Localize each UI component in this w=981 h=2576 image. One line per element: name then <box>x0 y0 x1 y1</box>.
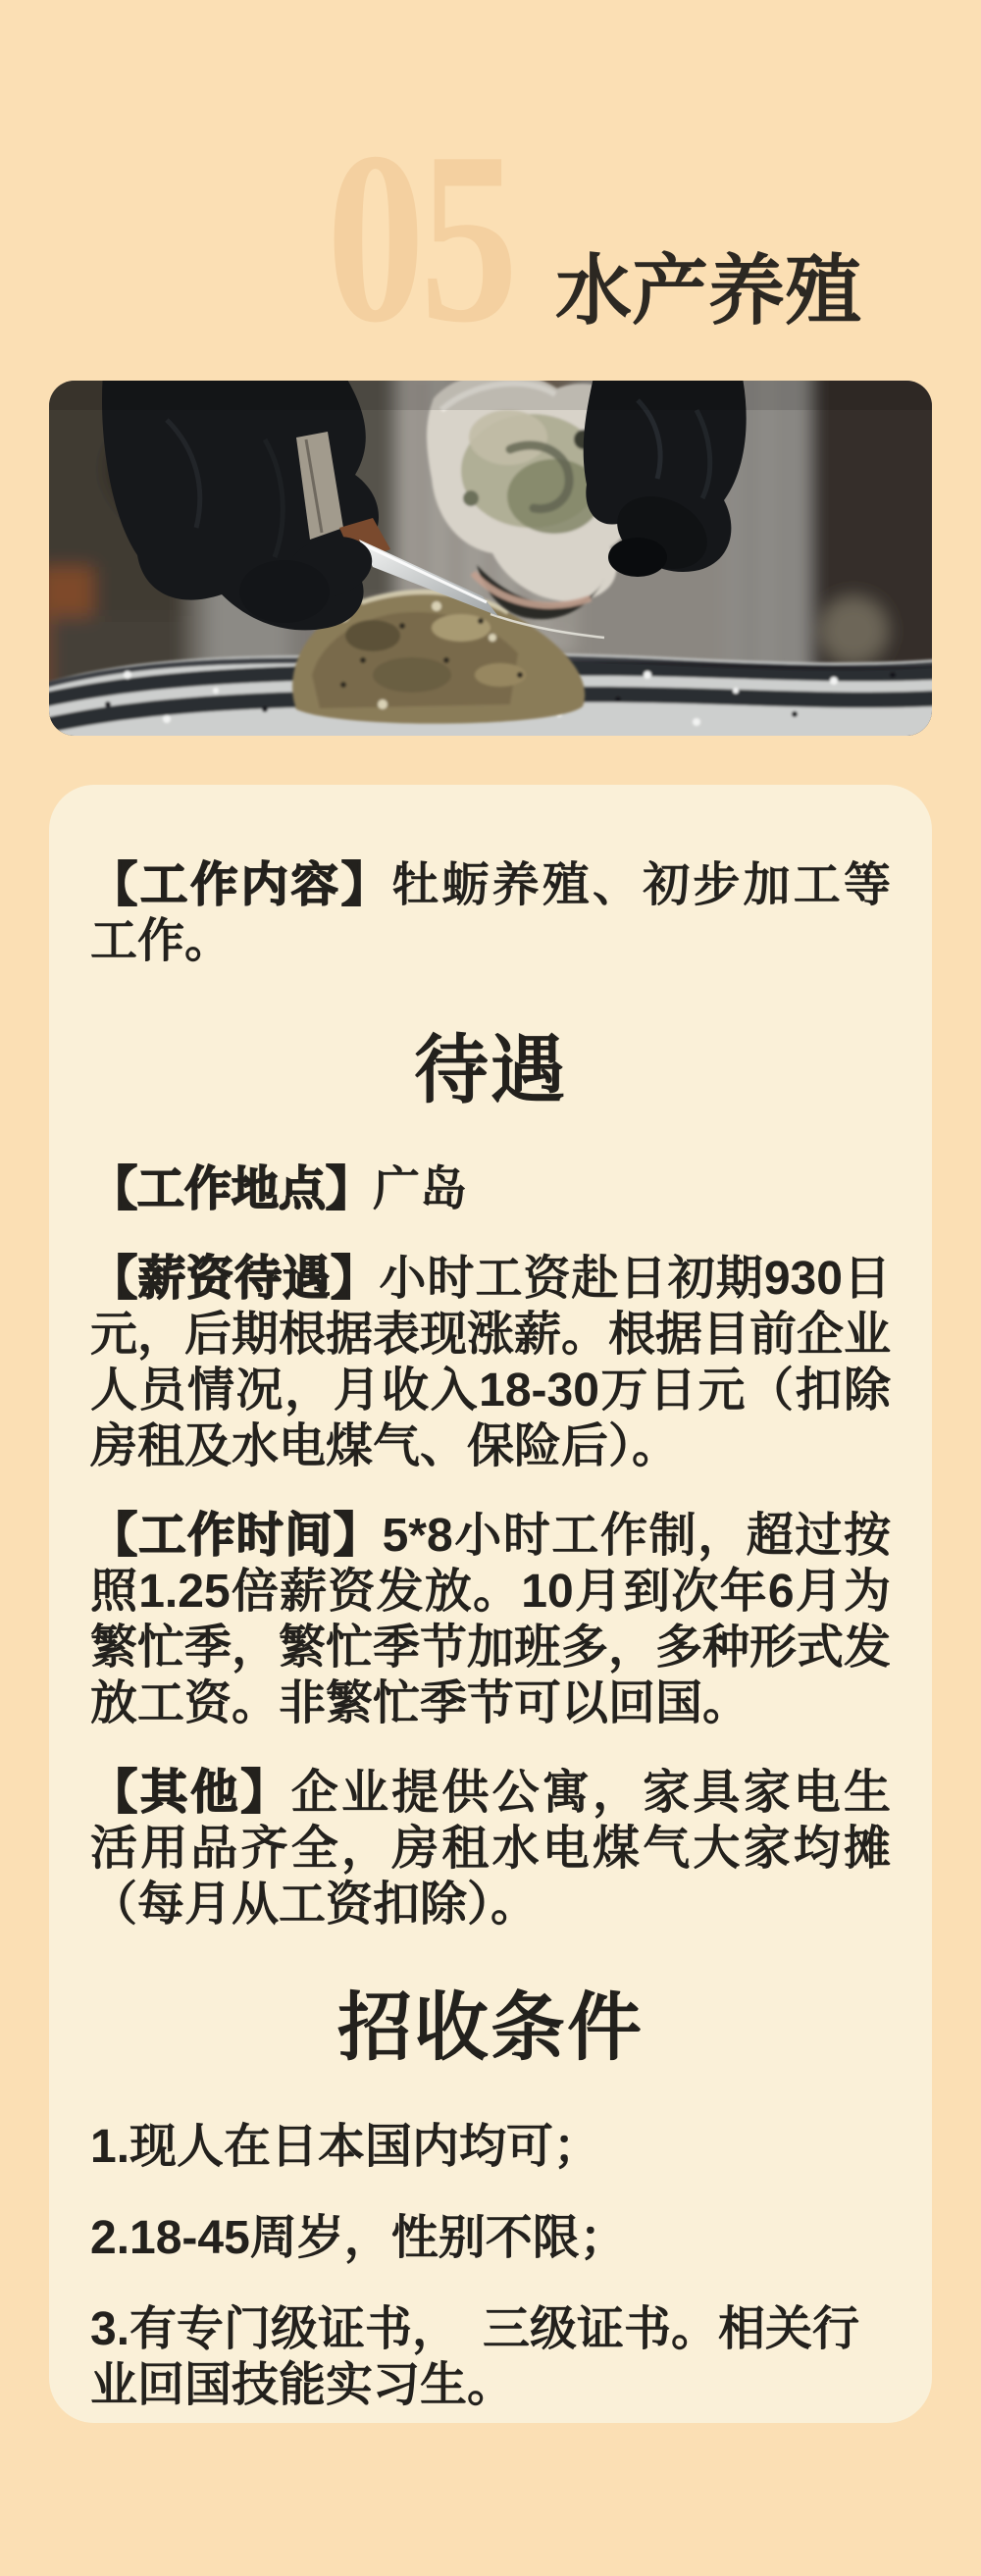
location-paragraph <box>90 1161 891 1217</box>
condition-item-1: 1.现人在日本国内均可； <box>90 2121 601 2173</box>
recruitment-heading: 招收条件 <box>337 1987 644 2070</box>
treatment-heading: 待遇 <box>414 1030 567 1112</box>
content-card <box>49 785 932 2423</box>
condition-item-3: 3.有专门级证书， 三级证书。相关行业回国技能实习生。 <box>90 2303 860 2411</box>
salary-label: 【薪资待遇】 <box>90 1253 380 1305</box>
work-content-paragraph <box>90 857 891 969</box>
other-text: 企业提供公寓，家具家电生活用品齐全，房租水电煤气大家均摊（每月从工资扣除）。 <box>90 1767 891 1931</box>
condition-item-2: 2.18-45周岁，性别不限； <box>90 2212 627 2264</box>
photo-vignette <box>49 381 932 410</box>
work-content-text: 牡蛎养殖、初步加工等工作。 <box>90 859 891 967</box>
oyster-photo <box>49 381 932 736</box>
working-hours-label: 【工作时间】 <box>90 1510 383 1562</box>
location-text: 广岛 <box>373 1163 468 1215</box>
salary-paragraph <box>90 1251 891 1474</box>
section-title: 水产养殖 <box>555 248 862 334</box>
other-paragraph <box>90 1765 891 1932</box>
work-content-label: 【工作内容】 <box>90 859 392 911</box>
section-number: 05 <box>327 102 514 374</box>
working-hours-paragraph <box>90 1508 891 1731</box>
working-hours-text: 5*8小时工作制，超过按照1.25倍薪资发放。10月到次年6月为繁忙季，繁忙季节加班多，多种形式发放工资。非繁忙季节可以回国。 <box>90 1510 892 1729</box>
location-label: 【工作地点】 <box>90 1163 374 1215</box>
salary-text: 小时工资赴日初期930日元，后期根据表现涨薪。根据目前企业人员情况，月收入18-30万日元（扣除房租及水电煤气、保险后）。 <box>90 1253 892 1472</box>
other-label: 【其他】 <box>90 1767 291 1819</box>
oyster-photo-illustration <box>49 381 932 736</box>
